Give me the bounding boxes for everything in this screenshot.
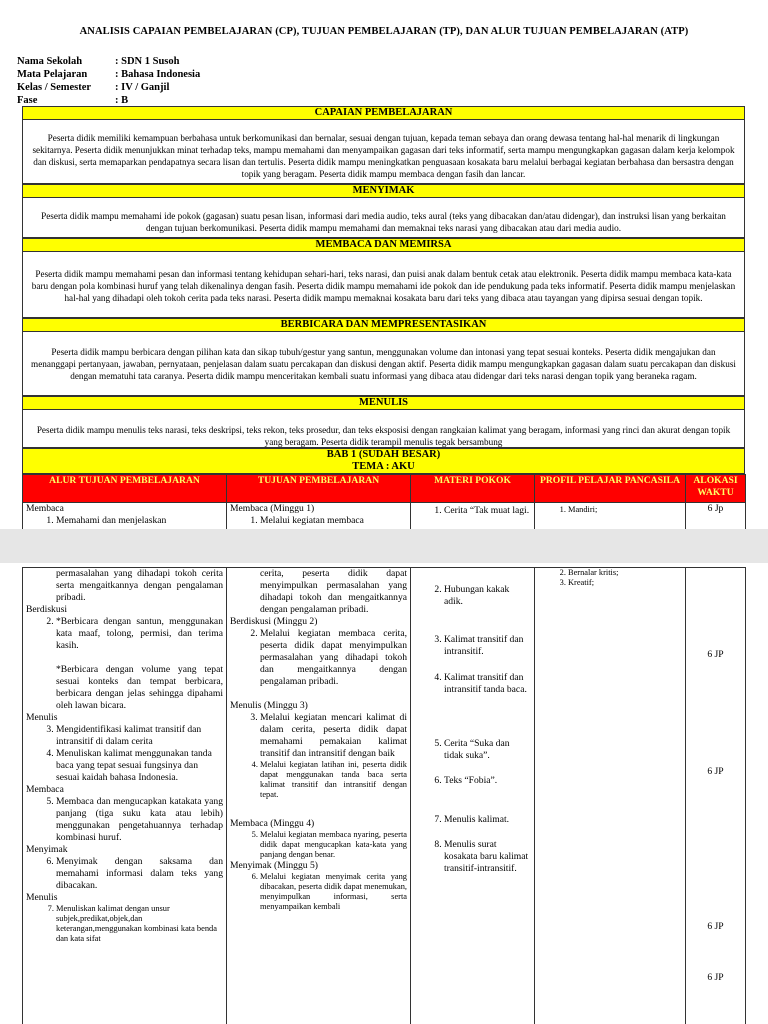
section-body: Peserta didik mampu berbicara dengan pilihan kata dan sikap tubuh/gestur yang santun, menggunakan volume dan intonasi yang tepat sesuai konteks. Peserta didik mengajukan dan menanggapi pertanyaan, jawaban, pernyataan, penjelasan dalam suatu percakapan dan diskusi dengan aktif. Peserta didik mampu mengungkapkan gagasan dalam suatu percakapan dan diskusi dengan mematuhi tata caranya. Peserta didik mampu menceritakan kembali suatu informasi yang dibaca atau didengar dari teks narasi dengan topik yang beraneka ragam. bbox=[31, 347, 736, 381]
info-row-school bbox=[17, 55, 200, 68]
tp-week-label: Berdiskusi (Minggu 2) bbox=[230, 616, 318, 627]
atp-skill-label: Membaca bbox=[26, 784, 64, 795]
chapter-title: BAB 1 (SUDAH BESAR) bbox=[326, 449, 441, 460]
tp-item-continued: cerita, peserta didik dapat menyimpulkan permasalahan yang dihadapi tokoh dan mengaitkannya dengan pengalaman pribadi. bbox=[260, 568, 407, 615]
atp-cell bbox=[23, 503, 227, 530]
materi-item bbox=[414, 672, 530, 696]
atp-item: 6. Menyimak dengan saksama dan memahami informasi dalam teks yang dibacakan. bbox=[56, 856, 223, 892]
materi-cell bbox=[411, 568, 535, 1024]
materi-item: 1. Cerita “Tak muat lagi. bbox=[444, 505, 531, 517]
section-menyimak bbox=[22, 184, 745, 238]
tp-week-label: Menulis (Minggu 3) bbox=[230, 700, 308, 711]
atp-skill-label: Membaca bbox=[26, 503, 64, 514]
alokasi-value: 6 JP bbox=[707, 921, 724, 932]
atp-item: 3. Mengidentifikasi kalimat transitif dan intransitif di dalam cerita bbox=[56, 724, 223, 748]
alokasi-value: 6 JP bbox=[707, 649, 724, 660]
section-heading: MENYIMAK bbox=[23, 185, 744, 198]
section-body: Peserta didik mampu memahami ide pokok (gagasan) suatu pesan lisan, informasi dari media audio, teks aural (teks yang dibacakan dan/atau didengar), dan instruksi lisan yang berkaitan dengan tujuan berkomunikasi. Peserta didik mampu memahami dan memaknai teks narasi yang dibacakan atau dari media audio. bbox=[41, 211, 726, 233]
alokasi-cell bbox=[686, 568, 746, 1024]
header-atp: ALUR TUJUAN PEMBELAJARAN bbox=[23, 475, 227, 503]
tp-item: 6. Melalui kegiatan menyimak cerita yang dibacakan, peserta didik dapat menemukan, menyimpulkan informasi, serta menyampaikan kembali bbox=[260, 872, 407, 912]
header-tp: TUJUAN PEMBELAJARAN bbox=[227, 475, 411, 503]
info-row-subject bbox=[17, 68, 200, 81]
info-value: : IV / Ganjil bbox=[115, 82, 170, 93]
section-body: Peserta didik mampu menulis teks narasi, teks deskripsi, teks rekon, teks prosedur, dan teks eksposisi dengan rangkaian kalimat yang beragam, informasi yang rinci dan akurat dengan topik yang beragam. Peserta didik terampil menulis tegak bersambung bbox=[36, 425, 731, 447]
section-heading: BERBICARA DAN MEMPRESENTASIKAN bbox=[23, 319, 744, 332]
school-info bbox=[17, 55, 200, 107]
tp-cell bbox=[227, 568, 411, 1024]
materi-item-text: 6. Teks “Fobia”. bbox=[444, 775, 530, 787]
atp-skill-label: Menulis bbox=[26, 712, 58, 723]
section-body: Peserta didik memiliki kemampuan berbahasa untuk berkomunikasi dan bernalar, sesuai dengan tujuan, kepada teman sebaya dan orang dewasa tentang hal-hal menarik di lingkungan sekitarnya. Peserta didik menunjukkan minat terhadap teks, mampu memahami dan menyampaikan gagasan dari teks informatif, serta mampu mengungkapkan gagasan dalam kerja kelompok dan diskusi, serta memaparkan pendapatnya secara lisan dan tertulis. Peserta didik mampu meningkatkan penguasaan kosakata baru melalui berbagai kegiatan berbahasa dan bersastra dengan topik yang beragam. Peserta didik mampu membaca dengan fasih dan lancar. bbox=[32, 133, 735, 179]
tp-item: 1. Melalui kegiatan membaca bbox=[260, 515, 407, 527]
section-menulis bbox=[22, 396, 745, 448]
theme-title: TEMA : AKU bbox=[352, 461, 415, 472]
header-profil: PROFIL PELAJAR PANCASILA bbox=[535, 475, 686, 503]
info-value: : Bahasa Indonesia bbox=[115, 69, 201, 80]
tp-week-label: Membaca (Minggu 1) bbox=[230, 503, 315, 514]
section-heading: MEMBACA DAN MEMIRSA bbox=[23, 239, 744, 252]
info-label: Mata Pelajaran bbox=[17, 69, 88, 80]
profil-cell bbox=[535, 568, 686, 1024]
profil-item: 3. Kreatif; bbox=[568, 578, 682, 588]
atp-item: 7. Menuliskan kalimat dengan unsur subjek,predikat,objek,dan keterangan,menggunakan kombinasi kata benda dan kata sifat bbox=[56, 904, 223, 944]
section-berbicara bbox=[22, 318, 745, 396]
header-materi: MATERI POKOK bbox=[411, 475, 535, 503]
atp-table-page2 bbox=[22, 567, 746, 1024]
atp-table-page1 bbox=[22, 474, 746, 529]
atp-item bbox=[56, 616, 223, 712]
alokasi-value: 6 JP bbox=[707, 972, 724, 983]
info-value: : B bbox=[115, 95, 129, 106]
tp-item: 2. Melalui kegiatan membaca cerita, peserta didik dapat menyimpulkan permasalahan yang dihadapi tokoh dan mengaitkannya dengan pengalaman pribadi. bbox=[260, 628, 407, 688]
materi-item bbox=[414, 584, 530, 608]
info-label: Kelas / Semester bbox=[17, 82, 92, 93]
tp-item: 5. Melalui kegiatan membaca nyaring, peserta didik dapat mengucapkan kata-kata yang panjang dengan benar. bbox=[260, 830, 407, 860]
table-row bbox=[23, 568, 746, 1024]
materi-item-text: 2. Hubungan kakak adik. bbox=[444, 584, 530, 608]
atp-skill-label: Menyimak bbox=[26, 844, 68, 855]
materi-item bbox=[414, 634, 530, 658]
section-body: Peserta didik mampu memahami pesan dan informasi tentang kehidupan sehari-hari, teks narasi, dan puisi anak dalam bentuk cetak atau elektronik. Peserta didik mampu membaca kata-kata baru dengan pola kombinasi huruf yang telah dikenalinya dengan fasih. Peserta didik mampu memahami ide pokok dan ide pendukung pada teks informatif. Peserta didik mampu menjelaskan hal-hal yang dihadapi oleh tokoh cerita pada teks narasi. Peserta didik mampu memaknai kosakata baru dari teks yang dibaca atau tayangan yang dipirsa sesuai dengan topik. bbox=[31, 269, 736, 303]
alokasi-cell: 6 Jp bbox=[686, 503, 746, 530]
tp-week-label: Menyimak (Minggu 5) bbox=[230, 860, 318, 871]
materi-item bbox=[414, 775, 530, 787]
document-title: ANALISIS CAPAIAN PEMBELAJARAN (CP), TUJUAN PEMBELAJARAN (TP), DAN ALUR TUJUAN PEMBELAJARAN (ATP) bbox=[79, 26, 689, 37]
profil-cell bbox=[535, 503, 686, 530]
atp-item-continued: permasalahan yang dihadapi tokoh cerita serta mengaitkannya dengan pengalaman pribadi. bbox=[56, 568, 223, 603]
chapter-banner bbox=[22, 448, 745, 474]
info-row-class bbox=[17, 81, 200, 94]
header-alokasi: ALOKASI WAKTU bbox=[686, 475, 746, 503]
document-page-2 bbox=[0, 563, 768, 1024]
table-header-row bbox=[23, 475, 746, 503]
atp-item-text: *Berbicara dengan santun, menggunakan kata maaf, tolong, permisi, dan terima kasih. bbox=[56, 616, 223, 651]
materi-item-text: 8. Menulis surat kosakata baru kalimat transitif-intransitif. bbox=[444, 839, 530, 875]
materi-item-text: 5. Cerita “Suka dan tidak suka”. bbox=[444, 738, 530, 762]
materi-cell bbox=[411, 503, 535, 530]
tp-item: 4. Melalui kegiatan latihan ini, peserta didik dapat menggunakan tanda baca serta kalimat transitif dan intransitif dengan tepat. bbox=[260, 760, 407, 800]
section-membaca-memirsa bbox=[22, 238, 745, 318]
tp-cell bbox=[227, 503, 411, 530]
section-heading: CAPAIAN PEMBELAJARAN bbox=[23, 107, 744, 120]
tp-item: 3. Melalui kegiatan mencari kalimat di dalam cerita, peserta didik dapat memahami pemakaian kalimat transitif dan intransitif dengan baik bbox=[260, 712, 407, 760]
atp-skill-label: Berdiskusi bbox=[26, 604, 68, 615]
info-label: Fase bbox=[17, 95, 38, 106]
section-capaian bbox=[22, 106, 745, 184]
materi-item-text: 3. Kalimat transitif dan intransitif. bbox=[444, 634, 530, 658]
atp-item: 4. Menuliskan kalimat menggunakan tanda baca yang tepat sesuai fungsinya dan sesuai kaidah bahasa Indonesia. bbox=[56, 748, 223, 784]
materi-item-text: 4. Kalimat transitif dan intransitif tanda baca. bbox=[444, 672, 530, 696]
materi-item bbox=[414, 738, 530, 762]
tp-week-label: Membaca (Minggu 4) bbox=[230, 818, 315, 829]
materi-item bbox=[414, 814, 530, 826]
info-value: : SDN 1 Susoh bbox=[115, 56, 180, 67]
atp-item: 5. Membaca dan mengucapkan katakata yang panjang (tiga suku kata atau lebih) menggunakan pengetahuannya terhadap kombinasi huruf. bbox=[56, 796, 223, 844]
profil-item: 1. Mandiri; bbox=[568, 505, 682, 515]
materi-item bbox=[414, 839, 530, 875]
alokasi-value: 6 JP bbox=[707, 766, 724, 777]
atp-cell bbox=[23, 568, 227, 1024]
materi-item-text: 7. Menulis kalimat. bbox=[444, 814, 530, 826]
atp-item: 1. Memahami dan menjelaskan bbox=[56, 515, 223, 527]
atp-item-text: *Berbicara dengan volume yang tepat sesuai konteks dan tempat berbicara, berbicara dengan jelas sehingga dipahami oleh lawan bicara. bbox=[56, 664, 223, 711]
info-label: Nama Sekolah bbox=[17, 56, 83, 67]
section-heading: MENULIS bbox=[23, 397, 744, 410]
table-row bbox=[23, 503, 746, 530]
atp-skill-label: Menulis bbox=[26, 892, 58, 903]
profil-item: 2. Bernalar kritis; bbox=[568, 568, 682, 578]
